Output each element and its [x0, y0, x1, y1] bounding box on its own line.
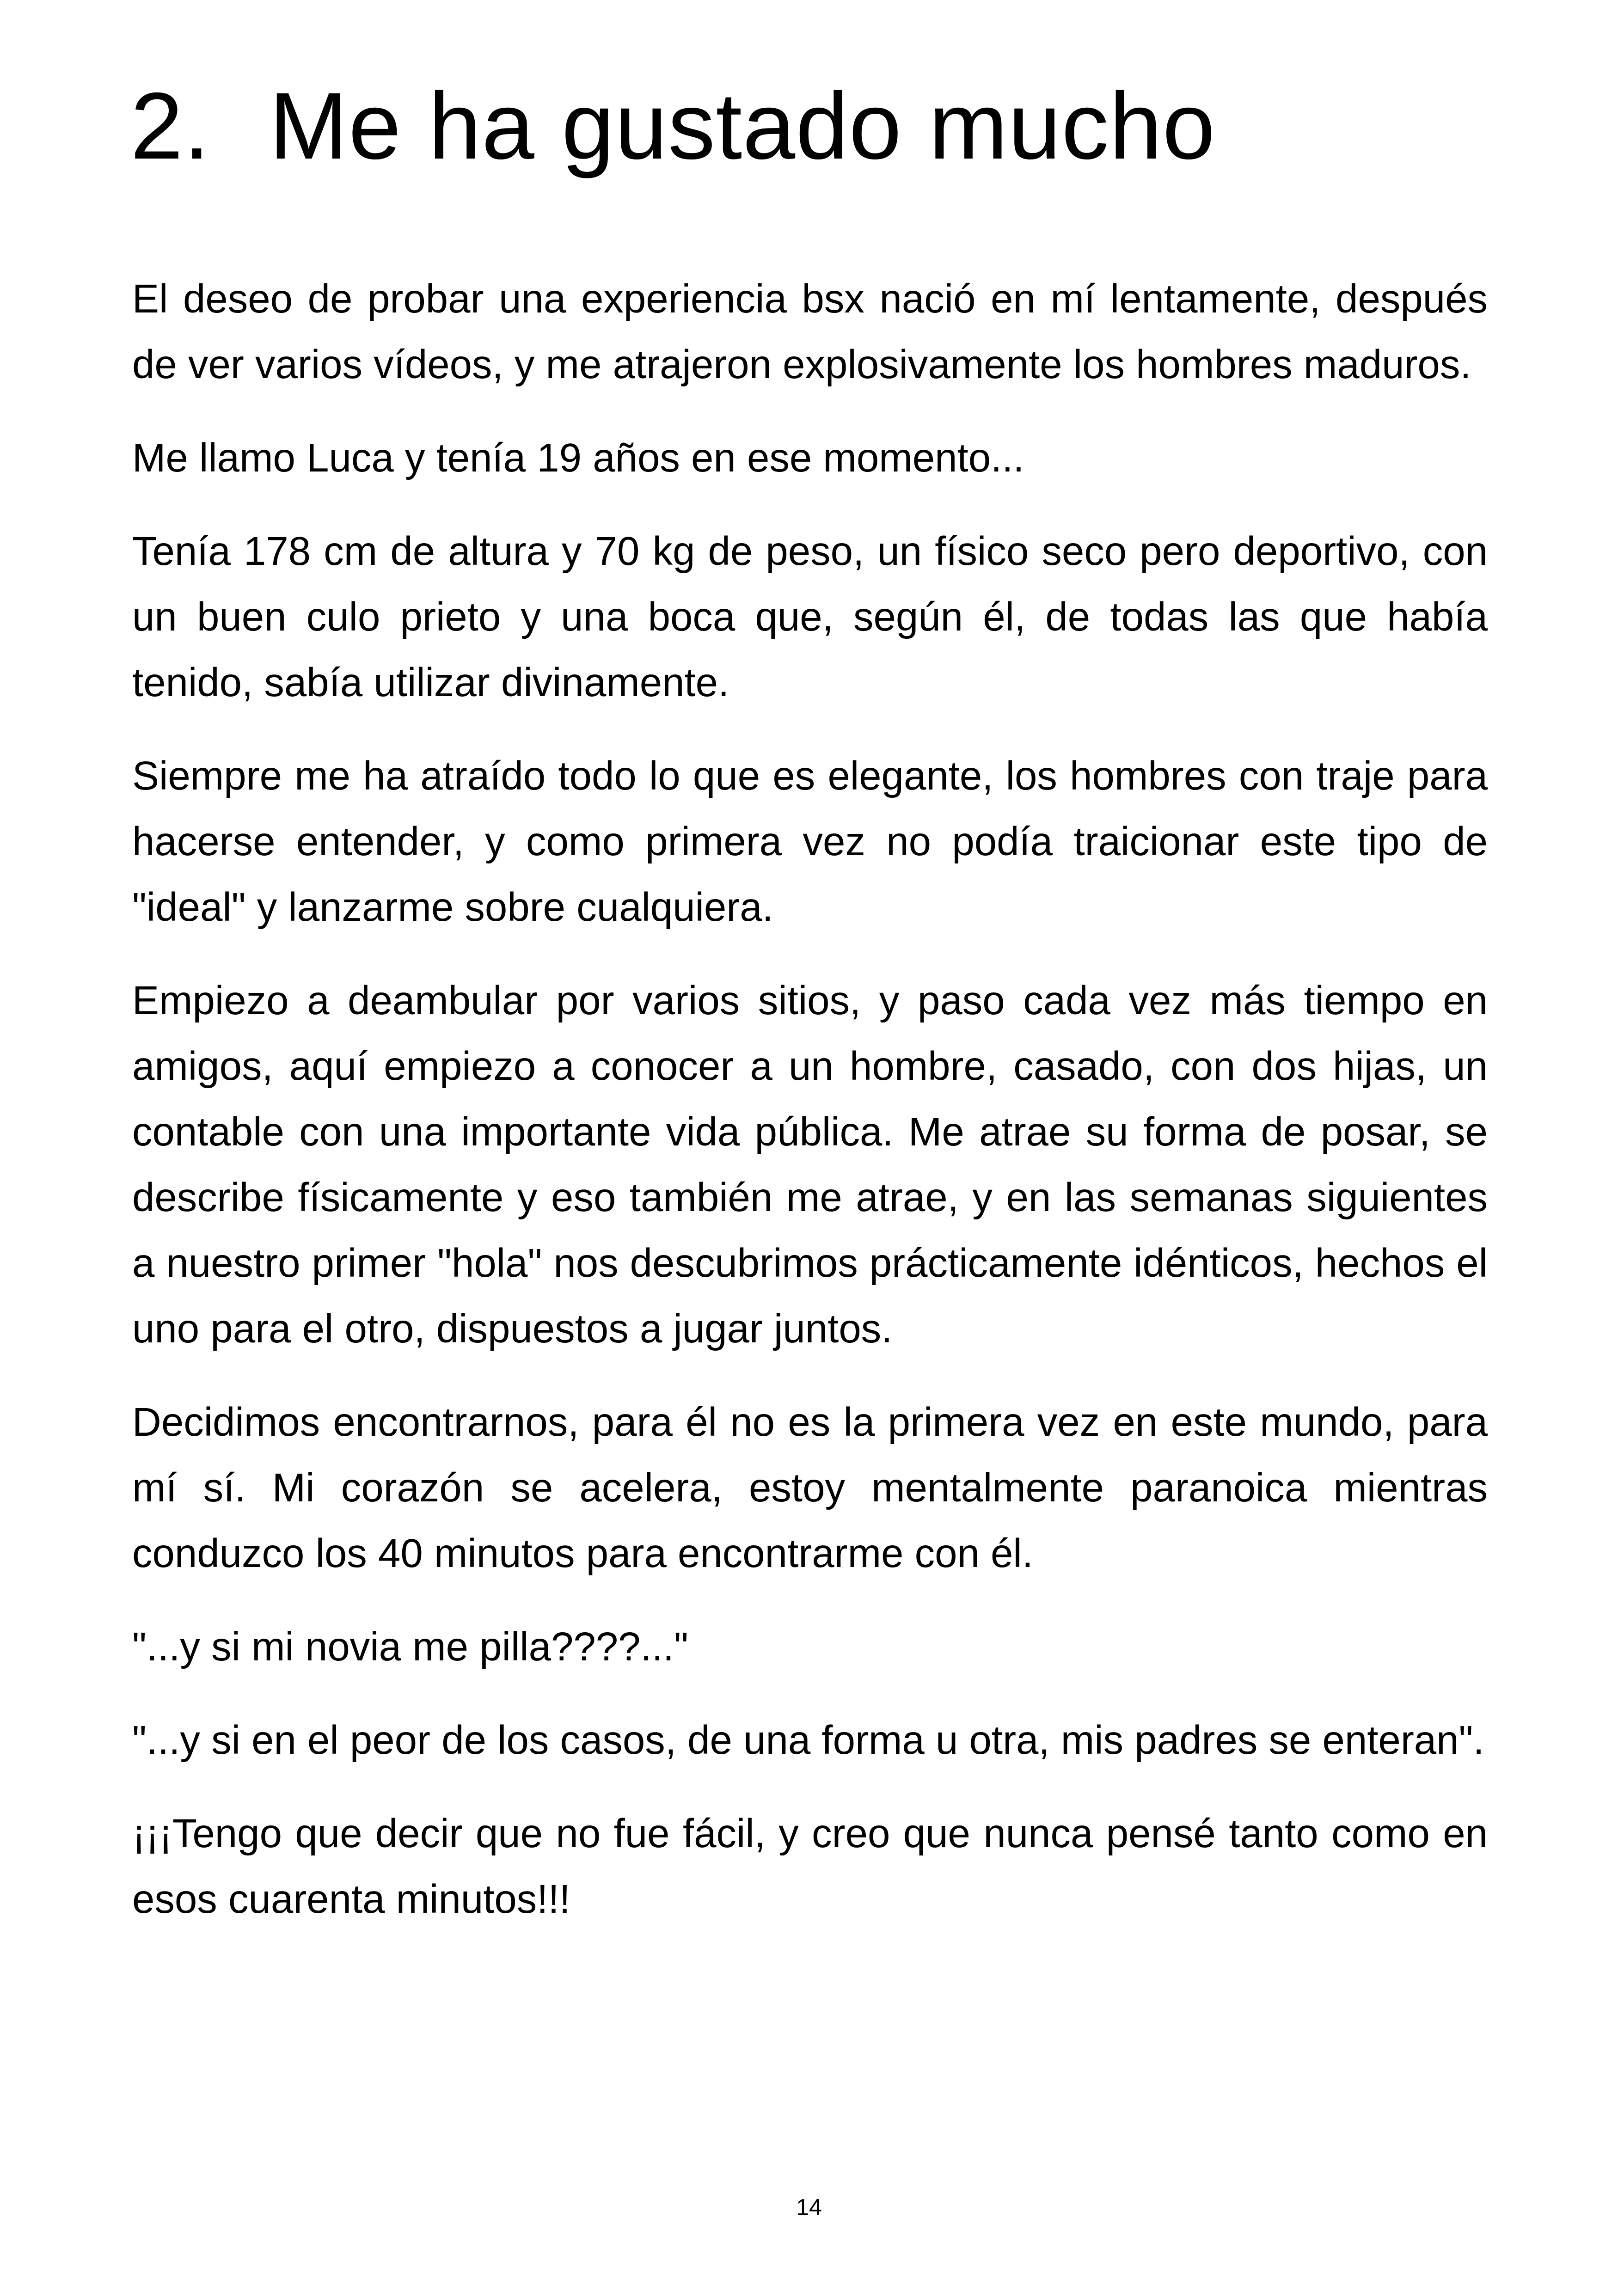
page-number: 14: [796, 2194, 822, 2220]
paragraph: El deseo de probar una experiencia bsx nació en mí lentamente, después de ver varios vídeos, y me atrajeron explosivamente los hombres maduros.: [132, 276, 1488, 387]
chapter-title: [130, 69, 1215, 183]
chapter-number: 2.: [130, 73, 210, 179]
paragraph: "...y si mi novia me pilla????...": [132, 1624, 688, 1669]
chapter-body: [132, 266, 1488, 1960]
chapter-title-text: Me ha gustado mucho: [269, 73, 1216, 179]
paragraph: Empiezo a deambular por varios sitios, y paso cada vez más tiempo en amigos, aquí empiezo a conocer a un hombre, casado, con dos hijas, un contable con una importante vida pública. Me atrae su forma de posar, se describe físicamente y eso también me atrae, y en las semanas siguientes a nuestro primer "hola" nos descubrimos prácticamente idénticos, hechos el uno para el otro, dispuestos a jugar juntos.: [132, 978, 1488, 1351]
paragraph: Me llamo Luca y tenía 19 años en ese momento...: [132, 435, 1024, 480]
paragraph: "...y si en el peor de los casos, de una forma u otra, mis padres se enteran".: [132, 1718, 1484, 1763]
paragraph: Tenía 178 cm de altura y 70 kg de peso, un físico seco pero deportivo, con un buen culo prieto y una boca que, según él, de todas las que había tenido, sabía utilizar divinamente.: [132, 529, 1488, 705]
paragraph: Siempre me ha atraído todo lo que es elegante, los hombres con traje para hacerse entender, y como primera vez no podía traicionar este tipo de "ideal" y lanzarme sobre cualquiera.: [132, 753, 1488, 930]
paragraph: ¡¡¡Tengo que decir que no fue fácil, y creo que nunca pensé tanto como en esos cuarenta minutos!!!: [132, 1811, 1488, 1922]
paragraph: Decidimos encontrarnos, para él no es la primera vez en este mundo, para mí sí. Mi corazón se acelera, estoy mentalmente paranoica mientras conduzco los 40 minutos para encontrarme con él.: [132, 1400, 1488, 1576]
